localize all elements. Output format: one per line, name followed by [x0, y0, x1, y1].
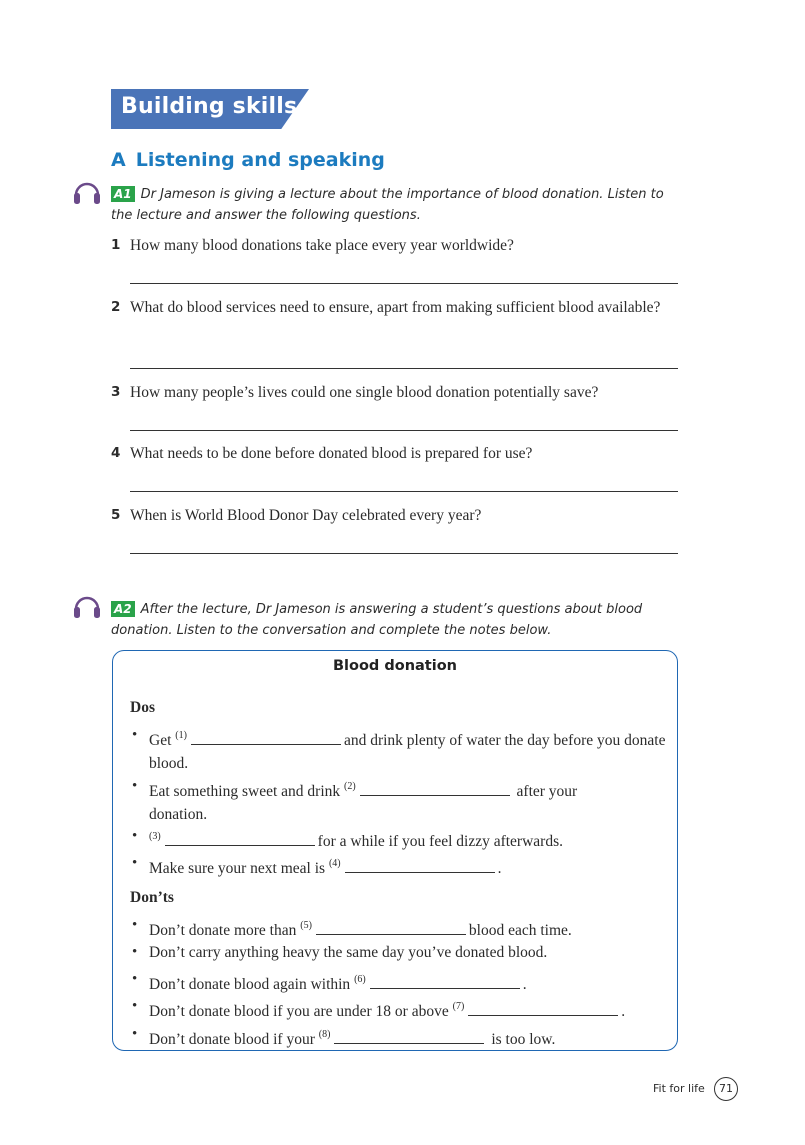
question-text: When is World Blood Donor Day celebrated every year? [130, 507, 482, 524]
dos-item-4 [132, 852, 669, 880]
donts-item-after: blood each time. [468, 922, 572, 939]
donts-item-5 [132, 1023, 669, 1051]
donts-item-after: . [522, 976, 527, 993]
donts-item-before: Don’t donate blood if your [149, 1031, 315, 1048]
gap-number: (8) [318, 1029, 331, 1040]
banner-title: Building skills [121, 94, 298, 119]
dos-item-2 [132, 775, 629, 826]
donts-heading: Don’ts [130, 889, 174, 906]
dos-item-3 [132, 825, 669, 853]
headphones-icon[interactable] [72, 591, 102, 621]
dos-item-after: and drink plenty of water the day before you donate blood. [149, 732, 666, 772]
bullet-dot: • [132, 1026, 138, 1042]
gap-2-blank[interactable] [360, 781, 510, 796]
dos-item-before: Make sure your next meal is [149, 860, 326, 877]
answer-line-1[interactable] [130, 283, 678, 284]
footer-text: Fit for life [653, 1082, 705, 1095]
a1-instruction [111, 184, 681, 226]
question-number: 4 [111, 445, 121, 461]
bullet-dot: • [132, 828, 138, 844]
donts-item-3 [132, 968, 669, 996]
bullet-dot: • [132, 917, 138, 933]
page-number: 71 [714, 1077, 738, 1101]
donts-item-4 [132, 995, 674, 1023]
dos-item-after: . [497, 860, 502, 877]
donts-item-before: Don’t carry anything heavy the same day you’ve donated blood. [149, 944, 548, 961]
a2-instruction-text: After the lecture, Dr Jameson is answering a student’s questions about blood donation. Listen to the conversation and complete the notes below. [111, 602, 643, 638]
section-letter: A [111, 149, 126, 171]
gap-1-blank[interactable] [191, 730, 341, 745]
gap-7-blank[interactable] [468, 1001, 618, 1016]
bullet-dot: • [132, 727, 138, 743]
donts-item-before: Don’t donate blood again within [149, 976, 351, 993]
question-text: What needs to be done before donated blood is prepared for use? [130, 445, 533, 462]
donts-item-after: is too low. [491, 1031, 556, 1048]
donts-item-before: Don’t donate more than [149, 922, 297, 939]
answer-line-2[interactable] [130, 368, 678, 369]
dos-item-after: after your donation. [149, 783, 578, 823]
bullet-dot: • [132, 944, 138, 960]
a2-badge: A2 [111, 601, 135, 617]
donts-item-2 [132, 941, 669, 964]
gap-6-blank[interactable] [370, 974, 520, 989]
dos-item-before: Eat something sweet and drink [149, 783, 341, 800]
bullet-dot: • [132, 855, 138, 871]
gap-number: (1) [175, 730, 187, 741]
gap-number: (4) [328, 858, 341, 869]
donts-item-after: . [621, 1003, 626, 1020]
question-number: 3 [111, 384, 121, 400]
section-title [111, 149, 385, 171]
answer-line-3[interactable] [130, 430, 678, 431]
a1-badge: A1 [111, 186, 135, 202]
question-number: 1 [111, 237, 121, 253]
gap-number: (6) [354, 974, 366, 985]
section-title-text: Listening and speaking [135, 149, 385, 171]
bullet-dot: • [132, 971, 138, 987]
gap-5-blank[interactable] [316, 920, 466, 935]
gap-number: (5) [300, 920, 312, 931]
gap-number: (7) [452, 1001, 465, 1012]
dos-item-1 [132, 724, 669, 775]
answer-line-5[interactable] [130, 553, 678, 554]
dos-item-before: Get [149, 732, 172, 749]
gap-4-blank[interactable] [345, 858, 495, 873]
question-text: How many people’s lives could one single blood donation potentially save? [130, 384, 599, 401]
headphones-icon[interactable] [72, 177, 102, 207]
donts-item-1 [132, 914, 669, 942]
question-number: 5 [111, 507, 121, 523]
answer-line-4[interactable] [130, 491, 678, 492]
a2-instruction [111, 599, 681, 641]
question-text: What do blood services need to ensure, apart from making sufficient blood available? [130, 299, 661, 316]
dos-item-after: for a while if you feel dizzy afterwards. [317, 833, 563, 850]
dos-heading: Dos [130, 699, 155, 716]
question-text: How many blood donations take place every year worldwide? [130, 237, 514, 254]
gap-number: (3) [149, 831, 161, 842]
notes-title: Blood donation [332, 658, 457, 674]
gap-8-blank[interactable] [334, 1029, 484, 1044]
a1-instruction-text: Dr Jameson is giving a lecture about the importance of blood donation. Listen to the lecture and answer the following questions. [111, 187, 664, 223]
gap-3-blank[interactable] [165, 831, 315, 846]
bullet-dot: • [132, 778, 138, 794]
donts-item-before: Don’t donate blood if you are under 18 or above [149, 1003, 449, 1020]
bullet-dot: • [132, 998, 138, 1014]
gap-number: (2) [344, 781, 356, 792]
question-number: 2 [111, 299, 121, 315]
